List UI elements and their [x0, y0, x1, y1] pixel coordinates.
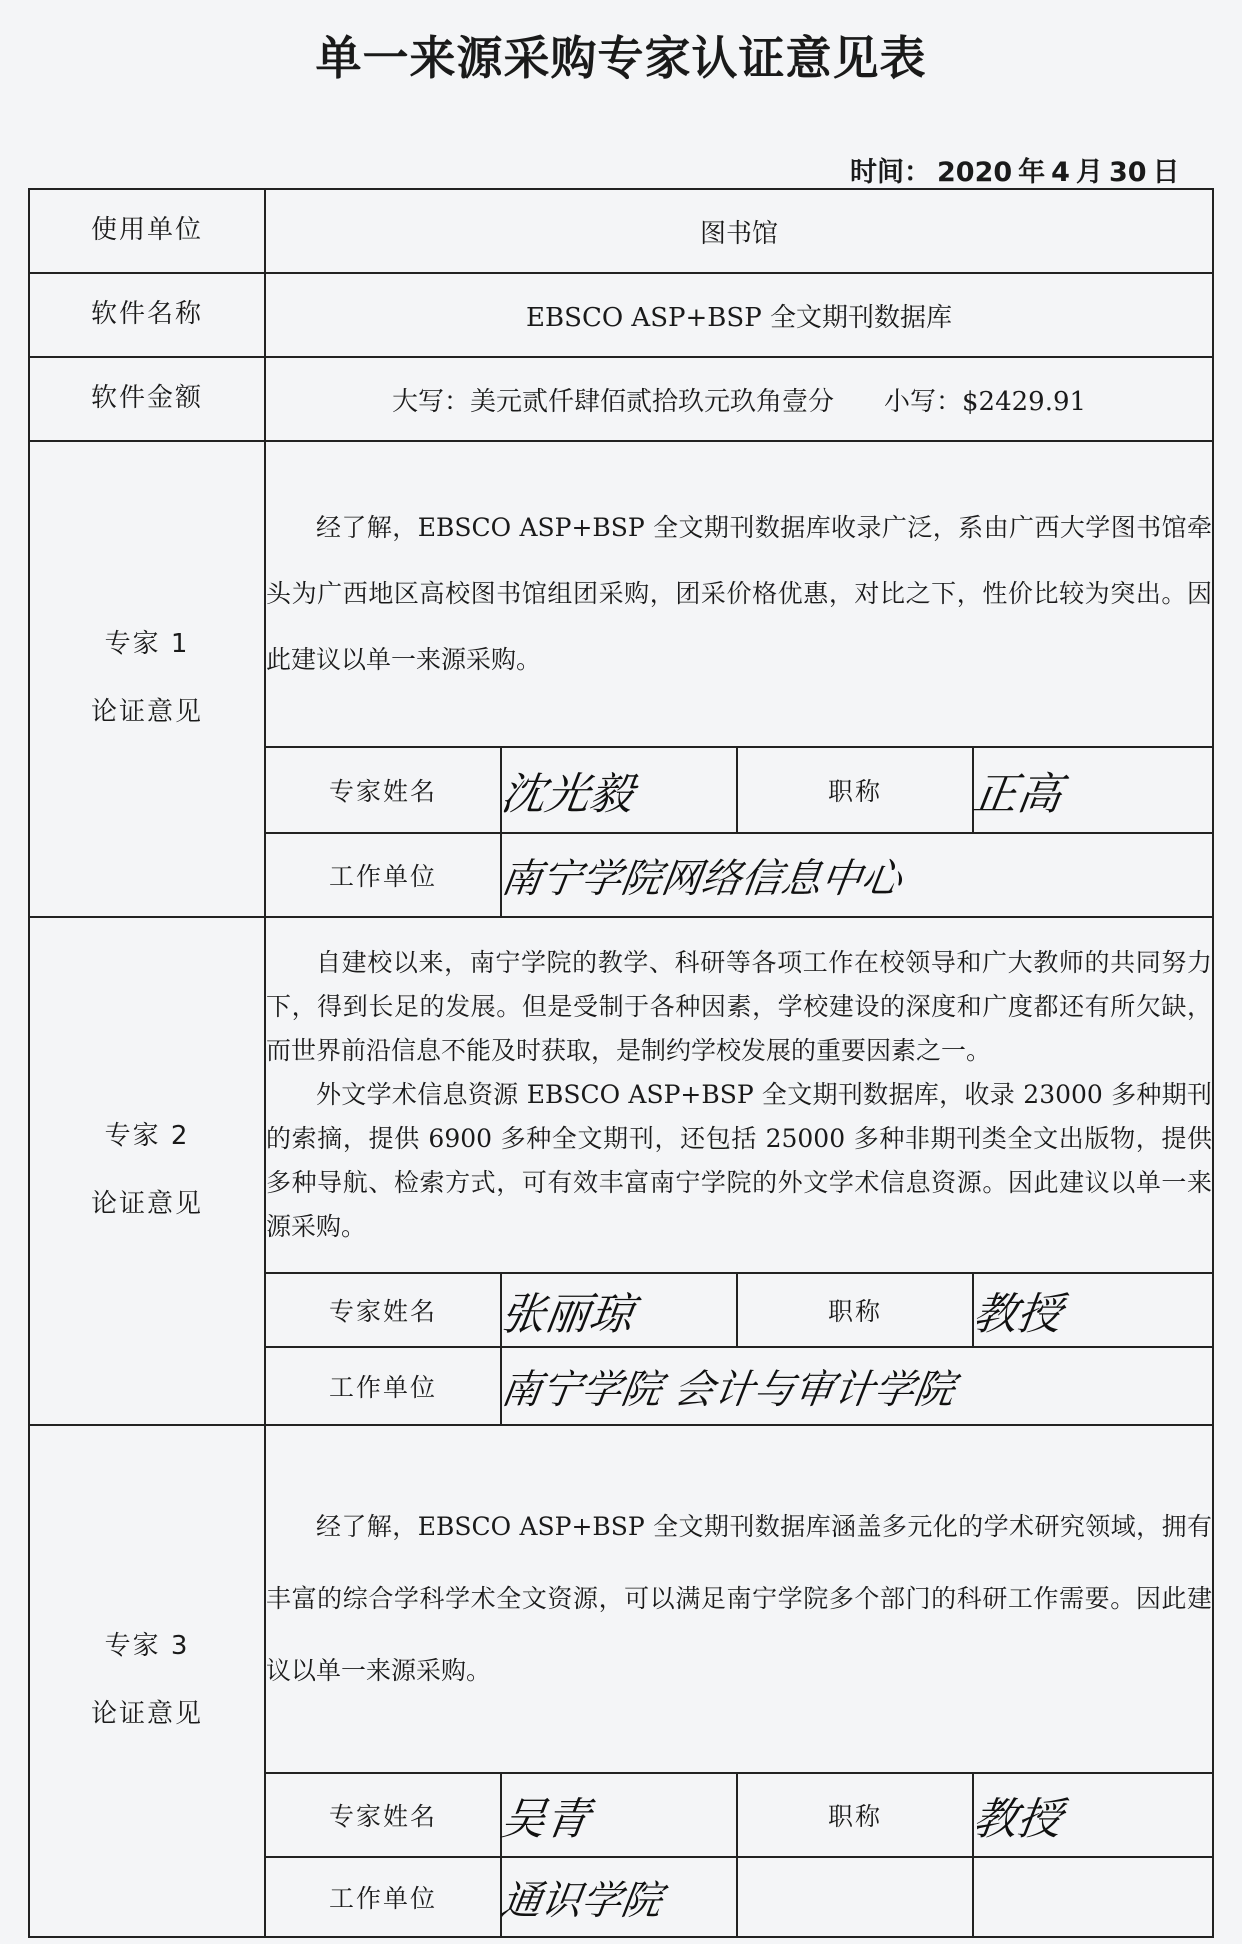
form-title: 单一来源采购专家认证意见表: [315, 31, 927, 85]
opinion-form-table: [28, 188, 1214, 1938]
expert1-opinion-row: [29, 441, 1213, 747]
label-amount: 软件金额: [29, 357, 265, 441]
expert1-name-signature: 沈光毅: [495, 747, 743, 833]
expert2-opinion: [265, 917, 1213, 1273]
expert2-label-number: 专家 2: [104, 1121, 190, 1152]
expert2-title-signature: 教授: [968, 1273, 1218, 1347]
expert2-paragraph-1: 自建校以来，南宁学院的教学、科研等各项工作在校领导和广大教师的共同努力下，得到长足的发展。但是受制于各种因素，学校建设的深度和广度都还有所欠缺，而世界前沿信息不能及时获取，是制约学校发展的重要因素之一。: [266, 948, 1213, 1065]
expert2-name-label: 专家姓名: [265, 1273, 501, 1347]
expert1-name-label: 专家姓名: [265, 747, 501, 833]
label-software: 软件名称: [29, 273, 265, 357]
expert2-label-opinion: 论证意见: [90, 1189, 203, 1219]
expert2-name-signature: 张丽琼: [496, 1273, 742, 1347]
expert3-org-label: 工作单位: [265, 1857, 501, 1937]
expert3-name-label: 专家姓名: [265, 1773, 501, 1857]
expert3-opinion-row: [29, 1425, 1213, 1773]
label-unit: 使用单位: [29, 189, 265, 273]
expert3-label-opinion: 论证意见: [90, 1699, 203, 1729]
value-unit: 图书馆: [265, 189, 1213, 273]
date-label: 时间：: [850, 157, 931, 188]
expert3-title-signature: 教授: [967, 1773, 1219, 1857]
expert1-title-label: 职称: [737, 747, 973, 833]
expert3-org-signature: 通识学院: [495, 1857, 742, 1937]
date-month: 4: [1051, 157, 1070, 188]
expert3-paragraph: 经了解，EBSCO ASP+BSP 全文期刊数据库涵盖多元化的学术研究领域，拥有丰富的综合学科学术全文资源，可以满足南宁学院多个部门的科研工作需要。因此建议以单一来源采购。: [266, 1512, 1213, 1685]
expert1-label-number: 专家 1: [104, 629, 190, 660]
expert1-org-signature: 南宁学院网络信息中心: [495, 833, 1219, 917]
expert2-paragraph-2: 外文学术信息资源 EBSCO ASP+BSP 全文期刊数据库，收录 23000 多种期刊的索摘，提供 6900 多种全文期刊，还包括 25000 多种非期刊类全文出版物，提供多种导航、检索方式，可有效丰富南宁学院的外文学术信息资源。因此建议以单一来源采购。: [266, 1080, 1213, 1241]
amount-lower: 小写：$2429.91: [883, 386, 1087, 417]
expert2-title-label: 职称: [737, 1273, 973, 1347]
expert1-org-label: 工作单位: [265, 833, 501, 917]
value-amount: [265, 357, 1213, 441]
row-software: [29, 273, 1213, 357]
value-software: EBSCO ASP+BSP 全文期刊数据库: [265, 273, 1213, 357]
date-day-unit: 日: [1152, 157, 1180, 188]
date-month-unit: 月: [1075, 157, 1103, 188]
expert3-name-signature: 吴青: [495, 1773, 743, 1857]
expert3-org-empty-cell-2: [973, 1857, 1213, 1937]
expert3-title-label: 职称: [737, 1773, 973, 1857]
expert2-org-signature: 南宁学院 会计与审计学院: [496, 1347, 1219, 1425]
expert3-label: [29, 1425, 265, 1937]
date-day: 30: [1108, 157, 1147, 188]
row-unit: [29, 189, 1213, 273]
row-amount: [29, 357, 1213, 441]
expert1-label-opinion: 论证意见: [90, 697, 203, 727]
expert1-label: [29, 441, 265, 917]
expert2-label: [29, 917, 265, 1425]
expert3-org-empty-cell-1: [737, 1857, 973, 1937]
amount-upper: 大写：美元贰仟肆佰贰拾玖元玖角壹分: [391, 386, 834, 417]
expert1-title-signature: 正高: [967, 747, 1219, 833]
expert3-label-number: 专家 3: [104, 1631, 190, 1662]
form-date: [850, 150, 1186, 189]
date-year: 2020: [937, 157, 1013, 188]
expert2-org-label: 工作单位: [265, 1347, 501, 1425]
date-year-unit: 年: [1018, 157, 1046, 188]
expert1-paragraph: 经了解，EBSCO ASP+BSP 全文期刊数据库收录广泛，系由广西大学图书馆牵头为广西地区高校图书馆组团采购，团采价格优惠，对比之下，性价比较为突出。因此建议以单一来源采购。: [266, 513, 1213, 674]
expert2-opinion-row: [29, 917, 1213, 1273]
expert3-opinion: [265, 1425, 1213, 1773]
expert1-opinion: [265, 441, 1213, 747]
